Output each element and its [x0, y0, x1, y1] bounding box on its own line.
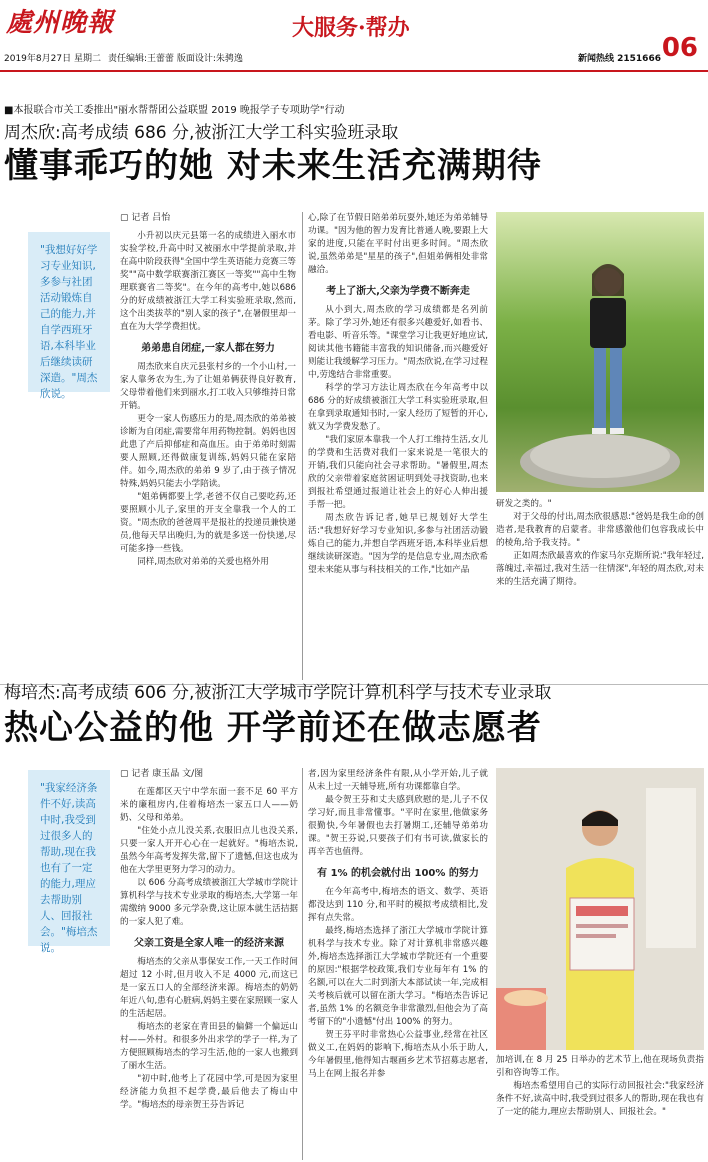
paragraph: 最令贺王芬和丈夫感到欣慰的是,儿子不仅学习好,而且非常懂事。"平时在家里,他做家务很勤快,今年暑假也去打暑期工,还辅导弟弟功课。"贺王芬说,只要孩子们有书可读,做家长的再辛苦也值得。: [308, 795, 488, 857]
byline-text: 记者 吕怡: [131, 213, 171, 223]
column-divider: [302, 768, 303, 1160]
paragraph: 在今年高考中,梅培杰的语文、数学、英语都没达到 110 分,和平时的模拟考成绩相比,发挥有点失常。: [308, 887, 488, 923]
paragraph: 最终,梅培杰选择了浙江大学城市学院计算机科学与技术专业。除了对计算机非常感兴趣外,梅培杰选择浙江大学城市学院还有一个重要的原因:"根据学校政策,我们专业每年有 1% 的名额,可以在大二时到浙大本部试读一年,完成相关考核后就可以留在浙大学习。"梅培杰告诉记者,虽然 1% 的名额竞争非常激烈,但他会为了高考留下的"小遗憾"付出 100% 的努力。: [308, 926, 488, 1027]
student-photo-illustration: [496, 768, 704, 1050]
pull-quote-text: "我想好好学习专业知识,多参与社团活动锻炼自己的能力,并自学西班牙语,本科毕业后继续读研深造。"周杰欣说。: [40, 244, 98, 400]
pull-quote-text: "我家经济条件不好,读高中时,我受到过很多人的帮助,现在我也有了一定的能力,理应去帮助别人、回报社会。"梅培杰说。: [40, 782, 98, 954]
article2-pull-quote: [28, 770, 110, 954]
byline-text: 记者 康玉晶 文/图: [131, 769, 204, 779]
paragraph: 者,因为家里经济条件有限,从小学开始,儿子就从未上过一天辅导班,所有功课都靠自学。: [308, 769, 488, 792]
column-divider: [302, 212, 303, 680]
article1-headline: 懂事乖巧的她 对未来生活充满期待: [4, 146, 542, 186]
paragraph: 梅培杰的父亲从事保安工作,一天工作时间超过 12 小时,但月收入不足 4000 元,而这已是一家五口人的全部经济来源。梅培杰的奶奶年近八旬,患有心脏病,妈妈主要在家照顾一家人的生活起居。: [120, 957, 298, 1019]
paragraph: 梅培杰希望用自己的实际行动回报社会:"我家经济条件不好,读高中时,我受到过很多人的帮助,现在我也有了一定的能力,理应去帮助别人、回报社会。": [496, 1081, 704, 1117]
news-hotline: 新闻热线 2151666: [578, 54, 661, 64]
section-heading: 考上了浙大,父亲为学费不断奔走: [326, 286, 470, 297]
editor-credits: 责任编辑:王蕾蕾 版面设计:朱骋逸: [108, 54, 243, 64]
section-heading: 父亲工资是全家人唯一的经济来源: [134, 938, 284, 949]
paragraph: 研发之类的。": [496, 499, 552, 509]
newspaper-logo: 處州晚報: [6, 8, 115, 38]
paragraph: 从小到大,周杰欣的学习成绩都是名列前茅。除了学习外,她还有很多兴趣爱好,如看书、看电影、听音乐等。"课堂学习让我更好地应试,阅读其他书籍能丰富我的知识储备,而兴趣爱好则能让我缓解学习压力。"周杰欣说,在学习过程中,劳逸结合非常重要。: [308, 305, 488, 380]
paragraph: "我们家原本靠我一个人打工维持生活,女儿的学费和生活费对我们一家来说是一笔很大的开销,我们只能向社会寻求帮助。"暑假里,周杰欣的父亲带着家庭贫困证明到处寻找资助,也来到报社希望通过报道让社会上的好心人伸出援手帮一把。: [308, 435, 488, 510]
article1-byline: ▢ 记者 吕怡: [120, 213, 171, 223]
article2-column-2: [308, 768, 488, 1160]
header-rule: [0, 70, 708, 72]
paragraph: 梅培杰的老家在青田县的偏僻一个偏远山村——外村。和很多外出求学的学子一样,为了方便照顾梅培杰的学习生活,他的一家人也搬到了丽水生活。: [120, 1022, 298, 1071]
article2-subhead: 梅培杰:高考成绩 606 分,被浙江大学城市学院计算机科学与技术专业录取: [4, 683, 552, 703]
paragraph: "姐弟俩都要上学,老爸不仅自己要吃药,还要照顾小儿子,家里的开支全靠我一个人的工资。"周杰欣的爸爸周平是报社的投递员兼快递员,他每天早出晚归,为的就是多送一份快递,尽可能多挣一些钱。: [120, 492, 296, 554]
article2-column-1: [120, 768, 298, 1160]
paragraph: 周杰欣来自庆元县张村乡的一个小山村,一家人靠务农为生,为了让姐弟俩获得良好教育,父母带着他们来到丽水,打工收入只够维持日常开销。: [120, 362, 296, 411]
article1-subhead: 周杰欣:高考成绩 686 分,被浙江大学工科实验班录取: [4, 123, 399, 143]
article2-headline: 热心公益的他 开学前还在做志愿者: [4, 708, 542, 748]
section-heading: 有 1% 的机会就付出 100% 的努力: [317, 868, 479, 879]
article2-byline: ▢ 记者 康玉晶 文/图: [120, 769, 204, 779]
article2-column-3: [496, 1054, 704, 1160]
paragraph: 对于父母的付出,周杰欣很感恩:"爸妈是我生命的创造者,是我教育的启蒙者。非常感激他们包容我成长中的棱角,给予我支持。": [496, 512, 704, 548]
paragraph: 周杰欣告诉记者,她早已规划好大学生活:"我想好好学习专业知识,多参与社团活动锻炼自己的能力,并想自学西班牙语,本科毕业后想继续读研深造。"因为学的是信息专业,周杰欣希望未来能从事与科技相关的工作,"比如产品: [308, 513, 488, 575]
paragraph: "住处小点儿没关系,衣服旧点儿也没关系,只要一家人开开心心在一起就好。"梅培杰说,虽然今年高考发挥失常,留下了遗憾,但这也成为他在大学里更努力学习的动力。: [120, 826, 298, 875]
paragraph: 贺王芬平时非常热心公益事业,经常在社区做义工,在妈妈的影响下,梅培杰从小乐于助人,今年暑假里,他得知古堰画乡艺术节招募志愿者,马上在网上报名并参: [308, 1030, 488, 1079]
article1-pull-quote: [28, 232, 110, 400]
paragraph: 心,除了在节假日陪弟弟玩耍外,她还为弟弟辅导功课。"因为他的智力发育比普通人晚,要跟上大家的进度,只能在平时付出更多时间。"周杰欣说,虽然弟弟是"星星的孩子",但姐弟俩相处非常融洽。: [308, 213, 488, 275]
paragraph: 小升初以庆元县第一名的成绩进入丽水市实验学校,升高中时又被丽水中学提前录取,并在高中阶段获得"全国中学生英语能力竞赛三等奖""高中数学联赛浙江赛区一等奖""高中生物理联赛省二等奖"。在今年的高考中,她以686分的好成绩被浙江大学工科实验班录取,然而,这个出类拔萃的"别人家的孩子",在暑假里却一直在为大学学费担忧。: [120, 231, 296, 332]
paragraph: "初中时,他考上了花园中学,可是因为家里经济能力负担不起学费,最后他去了梅山中学。"梅培杰的母亲贺王芬告诉记: [120, 1074, 298, 1110]
info-bar: [0, 50, 708, 68]
student-photo-illustration: [496, 212, 704, 492]
article1-column-2: [308, 212, 488, 680]
article1-column-3: [496, 498, 704, 680]
paragraph: 加培训,在 8 月 25 日举办的艺术节上,他在现场负责指引和咨询等工作。: [496, 1055, 704, 1078]
paragraph: 在莲都区天宁中学东面一套不足 60 平方米的廉租房内,住着梅培杰一家五口人——奶奶、父母和弟弟。: [120, 787, 298, 823]
paragraph: 科学的学习方法让周杰欣在今年高考中以 686 分的好成绩被浙江大学工科实验班录取,但在拿到录取通知书时,一家人经历了短暂的开心,就又为学费发愁了。: [308, 383, 488, 432]
paragraph: 更令一家人伤感压力的是,周杰欣的弟弟被诊断为自闭症,需要常年用药物控制。妈妈也因此患了产后抑郁症和高血压。由于弟弟时刻需要人照顾,还得做康复训练,妈妈只能在家陪伴。如今,周杰欣的弟弟 9 岁了,由于孩子情况特殊,妈妈只能去小学陪读。: [120, 414, 296, 489]
paragraph: 同样,周杰欣对弟弟的关爱也格外用: [137, 557, 269, 567]
page-number: 06: [661, 33, 698, 63]
article1-kicker: ■本报联合市关工委推出"丽水帮帮团公益联盟 2019 晚报学子专项助学"行动: [4, 105, 345, 116]
section-title: 大服务·帮办: [292, 15, 410, 41]
article1-column-1: [120, 212, 296, 680]
paragraph: 正如周杰欣最喜欢的作家马尔克斯所说:"我年轻过,落魄过,幸福过,我对生活一往情深",年轻的周杰欣,对未来的生活充满了期待。: [496, 551, 704, 587]
issue-date: 2019年8月27日 星期二: [4, 54, 101, 64]
section-heading: 弟弟患自闭症,一家人都在努力: [141, 343, 275, 354]
article1-photo: [496, 212, 704, 492]
paragraph: 以 606 分高考成绩被浙江大学城市学院计算机科学与技术专业录取的梅培杰,大学第一年需缴纳 9000 多元学杂费,这让原本就生活拮据的一家人犯了难。: [120, 878, 298, 927]
article2-photo: [496, 768, 704, 1050]
